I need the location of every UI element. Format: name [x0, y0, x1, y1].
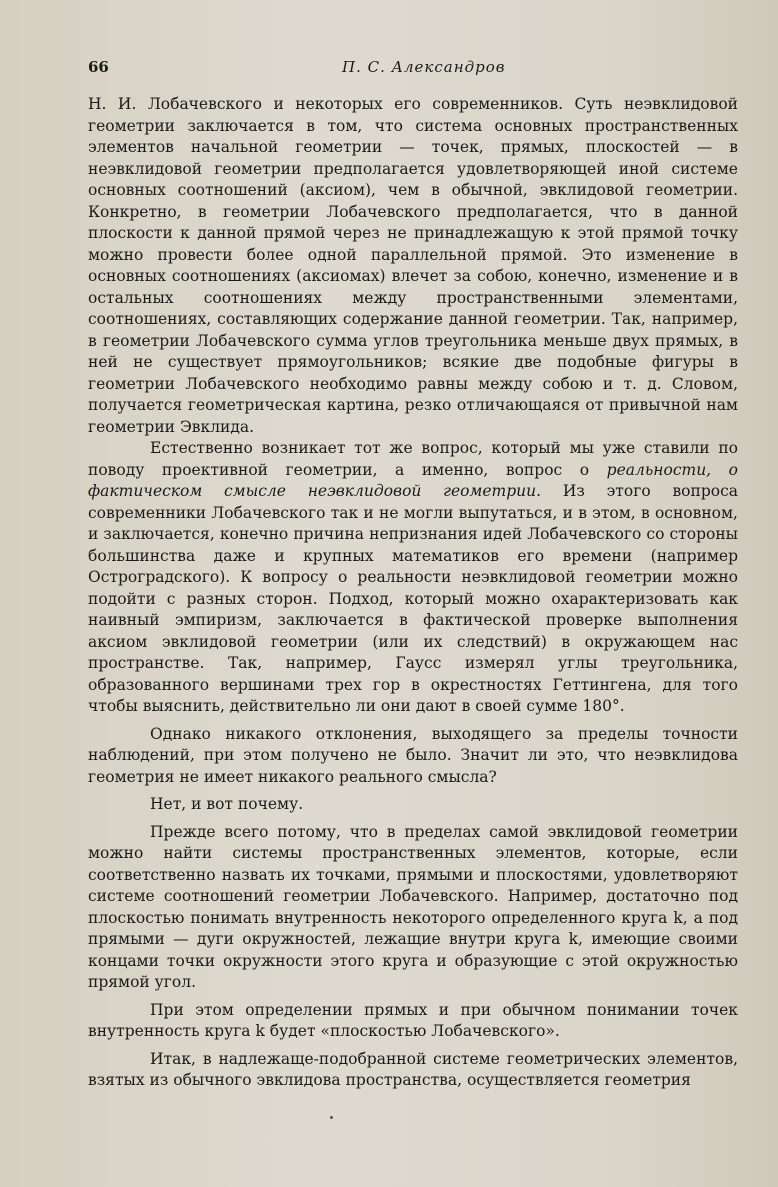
- paragraph-4: Нет, и вот почему.: [150, 795, 304, 813]
- paragraph-2-start: Естественно возникает тот же вопрос, который мы уже ставили по поводу проективной геометрии, а именно, вопрос о: [88, 439, 738, 479]
- page-number: 66: [88, 58, 109, 76]
- paragraph-2-rest: Из этого вопроса современники Лобачевского так и не могли выпутаться, и в этом, в основном, и заключается, конечно причина непризнания идей Лобачевского со стороны большинства даже и крупных математиков его времени (например Остроградского). К вопросу о реальности неэвклидовой геометрии можно подойти с разных сторон. Подход, который можно охарактеризовать как наивный эмпиризм, заключается в фактической проверке выполнения аксиом эвклидовой геометрии (или их следствий) в окружающем нас пространстве. Так, например, Гаусс измерял углы треугольника, образованного вершинами трех гор в окрестностях Геттингена, для того чтобы выяснить, действительно ли они дают в своей сумме 180°.: [88, 482, 739, 715]
- paragraph-6: При этом определении прямых и при обычном понимании точек внутренность круга k будет «плоскостью Лобачевского».: [88, 1000, 738, 1040]
- paragraph-7: Итак, в надлежаще-подобранной системе геометрических элементов, взятых из обычного эвклидова пространства, осуществляется геометрия: [88, 1049, 738, 1089]
- body-text: [88, 94, 738, 1092]
- ink-speck: [330, 1116, 333, 1119]
- page-header: [88, 58, 738, 82]
- paragraph-5: Прежде всего потому, что в пределах самой эвклидовой геометрии можно найти системы пространственных элементов, которые, если соответственно назвать их точками, прямыми и плоскостями, удовлетворяют системе соотношений геометрии Лобачевского. Например, достаточно под плоскостью понимать внутренность некоторого определенного круга k, а под прямыми — дуги окружностей, лежащие внутри круга k, имеющие своими концами точки окружности этого круга и образующие с этой окружностью прямой угол.: [88, 822, 738, 991]
- running-head: П. С. Александров: [342, 58, 506, 76]
- paragraph-2-emphasis: реальности, о фактическом смысле неэвклидовой геометрии.: [88, 460, 738, 500]
- paragraph-1: Н. И. Лобачевского и некоторых его современников. Суть неэвклидовой геометрии заключается в том, что система основных пространственных элементов начальной геометрии — точек, прямых, плоскостей — в неэвклидовой геометрии предполагается удовлетворяющей иной системе основных соотношений (аксиом), чем в обычной, эвклидовой геометрии. Конкретно, в геометрии Лобачевского предполагается, что в данной плоскости к данной прямой через не принадлежащую к этой прямой точку можно провести более одной параллельной прямой. Это изменение в основных соотношениях (аксиомах) влечет за собою, конечно, изменение и в остальных соотношениях между пространственными элементами, соотношениях, составляющих содержание данной геометрии. Так, например, в геометрии Лобачевского сумма углов треугольника меньше двух прямых, в ней не существует прямоугольников; всякие две подобные фигуры в геометрии Лобачевского необходимо равны между собою и т. д. Словом, получается геометрическая картина, резко отличающаяся от привычной нам геометрии Эвклида.: [88, 95, 738, 436]
- paragraph-3: Однако никакого отклонения, выходящего за пределы точности наблюдений, при этом получено не было. Значит ли это, что неэвклидова геометрия не имеет никакого реального смысла?: [88, 724, 738, 786]
- paragraph-2: [88, 438, 738, 718]
